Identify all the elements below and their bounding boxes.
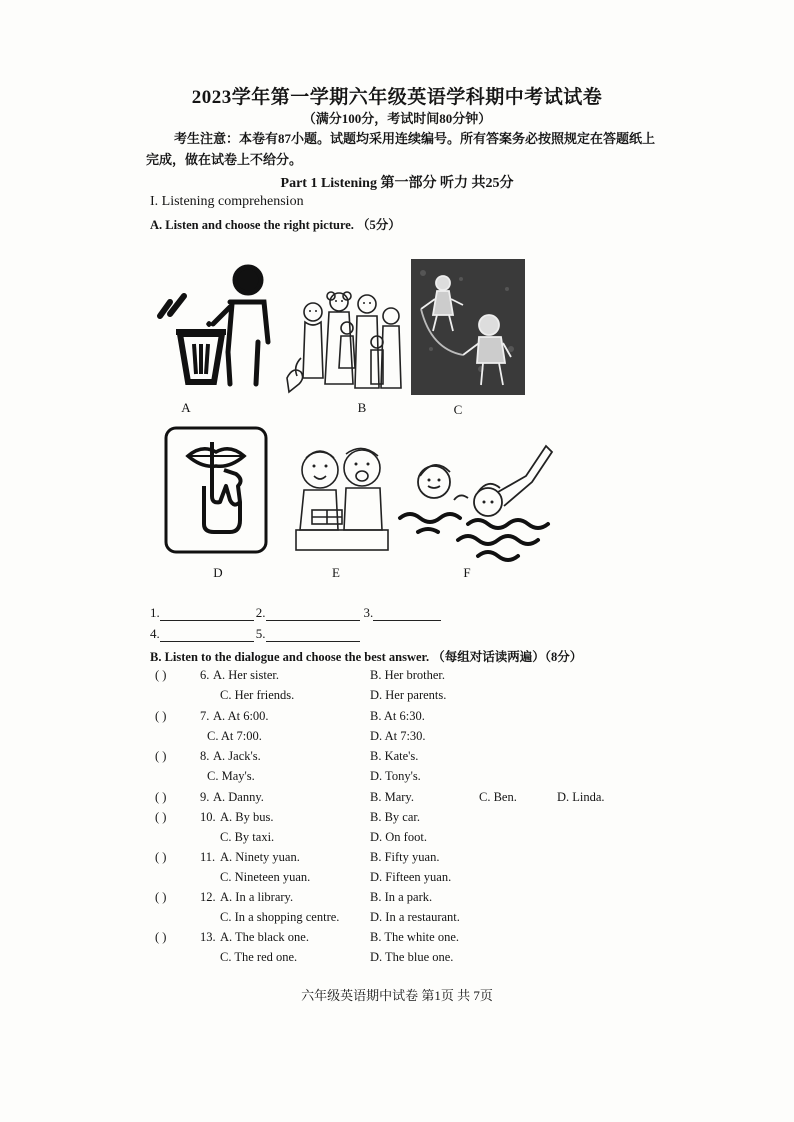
blank-label-3: 3. (363, 605, 374, 620)
option-d: D. Linda. (557, 790, 605, 804)
blank-label-4: 4. (150, 626, 160, 641)
option-a: A. The black one. (220, 930, 309, 944)
answer-blank-row-2 (150, 626, 360, 642)
blank-label-1: 1. (150, 605, 160, 620)
question-number: 8. (200, 749, 210, 763)
section-i-heading: I. Listening comprehension (150, 194, 304, 209)
picture-label-a: A (181, 400, 191, 415)
question-number: 10. (200, 810, 216, 824)
option-c: C. Ben. (479, 790, 517, 804)
option-d: D. The blue one. (370, 950, 454, 964)
blank-label-2: 2. (255, 605, 266, 620)
option-b: B. The white one. (370, 930, 459, 944)
picture-f-swimming (398, 440, 558, 564)
option-c: C. May's. (207, 769, 255, 783)
option-c: C. Her friends. (220, 688, 295, 702)
option-b: B. Fifty yuan. (370, 850, 440, 864)
option-d: D. On foot. (370, 830, 427, 844)
page-title: 2023学年第一学期六年级英语学科期中考试试卷 (191, 87, 603, 108)
option-a: A. By bus. (220, 810, 274, 824)
picture-c-kids-playing-night (411, 259, 525, 395)
question-number: 12. (200, 890, 216, 904)
option-d: D. At 7:30. (370, 729, 426, 743)
option-d: D. Tony's. (370, 769, 421, 783)
option-c: C. The red one. (220, 950, 298, 964)
answer-blank-row-1 (150, 605, 441, 621)
picture-a-litter-bin (158, 262, 278, 387)
picture-label-e: E (332, 565, 340, 580)
option-a: A. Danny. (213, 790, 264, 804)
option-d: D. In a restaurant. (370, 910, 460, 924)
answer-bracket[interactable]: ( ) (155, 930, 167, 944)
option-d: D. Fifteen yuan. (370, 870, 452, 884)
option-a: A. At 6:00. (213, 709, 269, 723)
picture-label-b: B (357, 400, 367, 415)
picture-label-f: F (463, 565, 471, 580)
option-d: D. Her parents. (370, 688, 447, 702)
exam-notice: 考生注意：本卷有87小题。试题均采用连续编号。所有答案务必按照规定在答题纸上 (174, 131, 656, 146)
answer-bracket[interactable]: ( ) (155, 749, 167, 763)
option-c: C. By taxi. (220, 830, 275, 844)
answer-line-3[interactable] (373, 608, 441, 621)
option-b: B. By car. (370, 810, 420, 824)
option-b: B. Mary. (370, 790, 414, 804)
option-b: B. At 6:30. (370, 709, 425, 723)
question-number: 9. (200, 790, 210, 804)
blank-label-5: 5. (255, 626, 266, 641)
section-b-heading: B. Listen to the dialogue and choose the best answer. （每组对话读两遍）（8分） (150, 650, 583, 664)
question-number: 7. (200, 709, 210, 723)
question-number: 13. (200, 930, 216, 944)
answer-bracket[interactable]: ( ) (155, 790, 167, 804)
answer-line-2[interactable] (266, 608, 360, 621)
question-number: 11. (200, 850, 216, 864)
exam-info: （满分100分，考试时间80分钟） (302, 111, 492, 126)
answer-bracket[interactable]: ( ) (155, 709, 167, 723)
answer-bracket[interactable]: ( ) (155, 668, 167, 682)
page-footer: 六年级英语期中试卷 第1页 共 7页 (301, 988, 493, 1003)
answer-bracket[interactable]: ( ) (155, 890, 167, 904)
question-number: 6. (200, 668, 210, 682)
option-c: C. At 7:00. (207, 729, 262, 743)
option-c: C. Nineteen yuan. (220, 870, 311, 884)
option-b: B. In a park. (370, 890, 433, 904)
answer-line-1[interactable] (160, 608, 254, 621)
picture-label-c: C (453, 402, 463, 417)
option-a: A. Jack's. (213, 749, 261, 763)
exam-notice-continued: 完成，做在试卷上不给分。 (146, 152, 303, 167)
option-a: A. Ninety yuan. (220, 850, 300, 864)
option-b: B. Her brother. (370, 668, 445, 682)
option-c: C. In a shopping centre. (220, 910, 340, 924)
section-a-heading: A. Listen and choose the right picture. （5分） (150, 218, 401, 232)
picture-b-family (283, 288, 413, 398)
picture-d-keep-quiet-sign (164, 426, 268, 554)
option-b: B. Kate's. (370, 749, 419, 763)
answer-line-4[interactable] (160, 629, 254, 642)
answer-bracket[interactable]: ( ) (155, 810, 167, 824)
option-a: A. In a library. (220, 890, 294, 904)
answer-bracket[interactable]: ( ) (155, 850, 167, 864)
picture-label-d: D (213, 565, 223, 580)
part1-title: Part 1 Listening 第一部分 听力 共25分 (280, 176, 514, 191)
answer-line-5[interactable] (266, 629, 360, 642)
option-a: A. Her sister. (213, 668, 279, 682)
picture-e-kids-eating (292, 446, 392, 554)
